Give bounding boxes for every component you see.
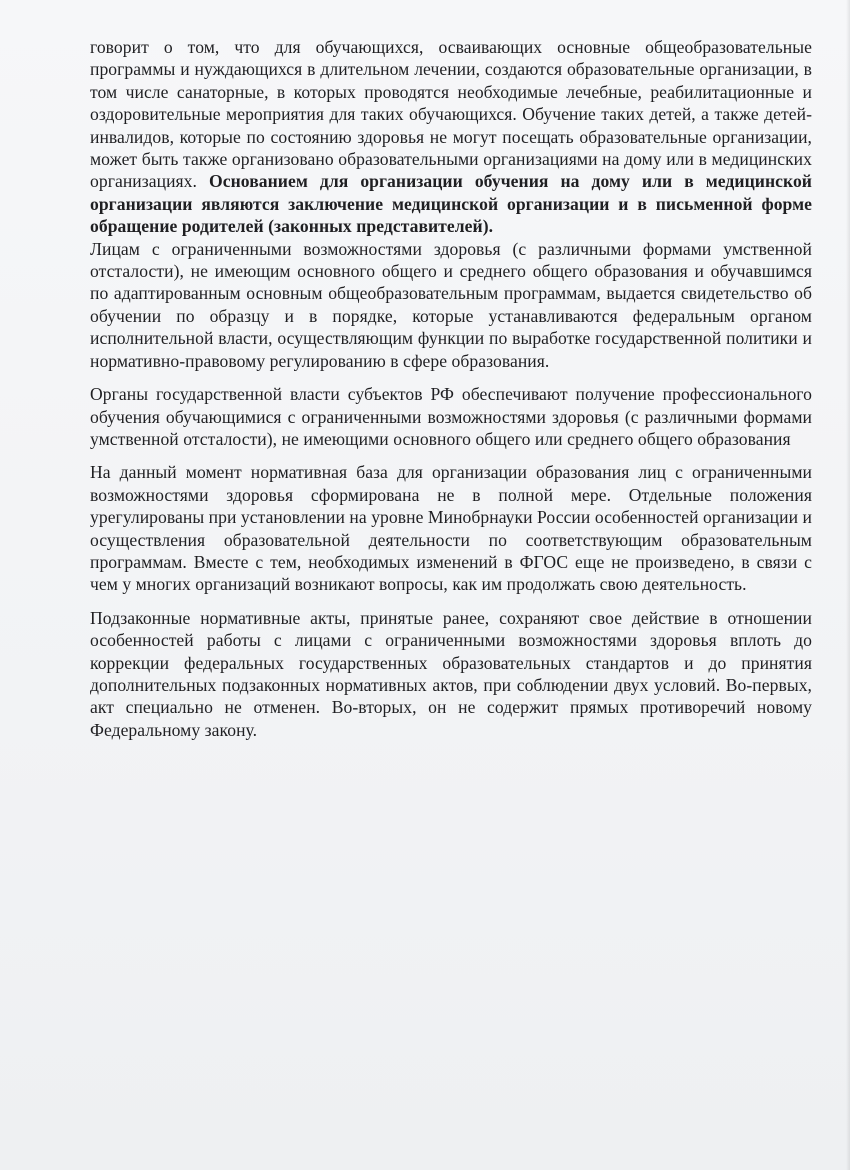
scan-edge-shadow xyxy=(846,0,850,1170)
paragraph-1-bold-text: Основанием для организации обучения на дому или в медицинской организации являются заключение медицинской организации и в письменной форме обращение родителей (законных представителей). xyxy=(90,171,812,237)
paragraph-3 xyxy=(90,383,812,450)
paragraph-2 xyxy=(90,238,812,372)
paragraph-5-text: Подзаконные нормативные акты, принятые ранее, сохраняют свое действие в отношении особенностей работы с лицами с ограниченными возможностями здоровья вплоть до коррекции федеральных государственных образовательных стандартов и до принятия дополнительных подзаконных нормативных актов, при соблюдении двух условий. Во-первых, акт специально не отменен. Во-вторых, он не содержит прямых противоречий новому Федеральному закону. xyxy=(90,607,812,740)
document-body xyxy=(90,36,812,741)
paragraph-3-text: Органы государственной власти субъектов РФ обеспечивают получение профессионального обучения обучающимися с ограниченными возможностями здоровья (с различными формами умственной отсталости), не имеющими основного общего или среднего общего образования xyxy=(90,384,812,449)
paragraph-4 xyxy=(90,461,812,595)
paragraph-4-text: На данный момент нормативная база для организации образования лиц с ограниченными возможностями здоровья сформирована не в полной мере. Отдельные положения урегулированы при установлении на уровне Минобрнауки России особенностей организации и осуществления образовательной деятельности по соответствующим образовательным программам. Вместе с тем, необходимых изменений в ФГОС еще не произведено, в связи с чем у многих организаций возникают вопросы, как им продолжать свою деятельность. xyxy=(90,462,812,595)
paragraph-1-text: говорит о том, что для обучающихся, осваивающих основные общеобразовательные программы и нуждающихся в длительном лечении, создаются образовательные организации, в том числе санаторные, в которых проводятся необходимые лечебные, реабилитационные и оздоровительные мероприятия для таких обучающихся. Обучение таких детей, а также детей-инвалидов, которые по состоянию здоровья не могут посещать образовательные организации, может быть также организовано образовательными организациями на дому или в медицинских организациях. xyxy=(90,37,812,192)
paragraph-2-text: Лицам с ограниченными возможностями здоровья (с различными формами умственной отсталости), не имеющим основного общего и среднего общего образования и обучавшимся по адаптированным основным общеобразовательным программам, выдается свидетельство об обучении по образцу и в порядке, которые устанавливаются федеральным органом исполнительной власти, осуществляющим функции по выработке государственной политики и нормативно-правовому регулированию в сфере образования. xyxy=(90,238,812,371)
paragraph-5 xyxy=(90,607,812,741)
paragraph-1 xyxy=(90,36,812,238)
